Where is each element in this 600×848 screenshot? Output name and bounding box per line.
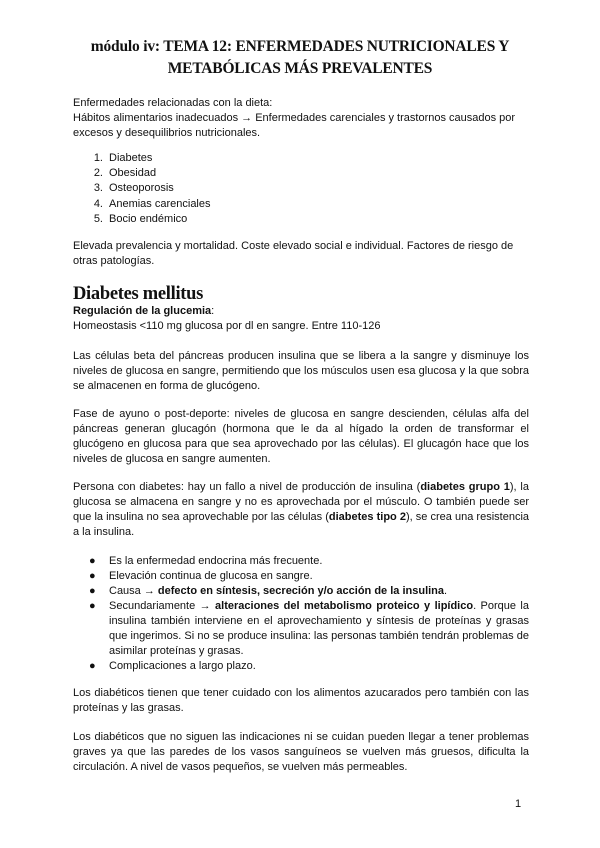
intro-line-1: Enfermedades relacionadas con la dieta: xyxy=(73,97,273,109)
text-run: ), la glucosa se almacena en sangre y no es aprovechada por el músculo. O también puede ser que la insulina no sea aprovechable por las células ( xyxy=(73,481,529,523)
section-heading: Diabetes mellitus xyxy=(73,284,204,304)
list-item xyxy=(73,599,529,659)
bold-run: diabetes tipo 2 xyxy=(328,511,406,523)
list-label: Obesidad xyxy=(109,167,157,180)
paragraph-consequences: Los diabéticos que no siguen las indicaciones ni se cuidan pueden llegar a tener problemas graves ya que las paredes de los vasos sanguíneos se vuelven más gruesos, dificulta la circulación. A nivel de vasos pequeños, se vuelven más permeables. xyxy=(73,731,529,773)
paragraph-beta-cells: Las células beta del páncreas producen insulina que se libera a la sangre y disminuye los niveles de glucosa en sangre, permitiendo que los músculos usen esa glucosa y la que sobra se almacenen en forma de glucógeno. xyxy=(73,350,529,392)
list-item xyxy=(73,151,529,166)
list-item xyxy=(73,181,529,196)
list-item xyxy=(73,166,529,181)
list-label: Anemias carenciales xyxy=(109,197,211,210)
bullet-text: Elevación continua de glucosa en sangre. xyxy=(109,570,313,582)
bullet-text: Secundariamente xyxy=(109,600,200,612)
intro-line-3: excesos y desequilibrios nutricionales. xyxy=(73,127,261,139)
bullet-bold: → defecto en síntesis, secreción y/o acción de la insulina xyxy=(143,585,445,597)
paragraph-fasting: Fase de ayuno o post-deporte: niveles de glucosa en sangre descienden, células alfa del páncreas generan glucagón (hormona que le da al hígado la orden de transformar el glucógeno en glucosa para que sea aprovechado por las células). El glucagón hace que los niveles de glucosa en sangre aumenten. xyxy=(73,408,529,465)
prevalence-line-2: otras patologías. xyxy=(73,255,155,267)
bold-run: diabetes grupo 1 xyxy=(420,481,510,493)
bullet-icon: ● xyxy=(89,600,96,612)
subheading xyxy=(73,304,529,319)
bullet-text: Causa xyxy=(109,585,144,597)
list-item xyxy=(73,554,529,569)
homeostasis-line: Homeostasis <110 mg glucosa por dl en sangre. Entre 110-126 xyxy=(73,320,381,332)
bullet-icon: ● xyxy=(89,555,96,567)
bullet-text: Es la enfermedad endocrina más frecuente. xyxy=(109,555,323,567)
bullet-icon: ● xyxy=(89,660,96,672)
prevalence-line-1: Elevada prevalencia y mortalidad. Coste elevado social e individual. Factores de riesgo de xyxy=(73,240,514,252)
list-label: Bocio endémico xyxy=(109,212,188,225)
text-run: Persona con diabetes: hay un fallo a nivel de producción de insulina ( xyxy=(73,481,421,493)
paragraph-diabetes xyxy=(73,480,529,540)
bullet-icon: ● xyxy=(89,585,96,597)
page-title-line-1: módulo iv: TEMA 12: ENFERMEDADES NUTRICIONALES Y xyxy=(90,38,510,55)
page-title-line-2: METABÓLICAS MÁS PREVALENTES xyxy=(167,60,433,77)
diseases-list xyxy=(73,151,529,227)
list-label: Osteoporosis xyxy=(109,182,174,195)
list-label: Diabetes xyxy=(109,152,153,164)
paragraph-sugary-foods: Los diabéticos tienen que tener cuidado con los alimentos azucarados pero también con las proteínas y las grasas. xyxy=(73,687,529,714)
subheading-bold: Regulación de la glucemia xyxy=(73,305,212,317)
text-run: ), se crea una resistencia a la insulina. xyxy=(73,511,529,538)
bullet-text: . xyxy=(444,585,448,597)
list-item xyxy=(73,569,529,584)
bullet-icon: ● xyxy=(89,570,96,582)
subheading-colon: : xyxy=(211,305,215,317)
list-number: 2. xyxy=(93,167,103,180)
page-number: 1 xyxy=(515,798,522,810)
list-number: 5. xyxy=(93,212,103,225)
bullet-bold: → alteraciones del metabolismo proteico y lipídico xyxy=(199,600,474,612)
diabetes-bullet-list xyxy=(73,554,529,674)
list-item xyxy=(73,212,529,227)
list-item xyxy=(73,584,529,599)
list-item xyxy=(73,659,529,674)
bullet-text: Complicaciones a largo plazo. xyxy=(109,660,256,672)
list-number: 1. xyxy=(93,152,103,164)
list-number: 4. xyxy=(93,197,103,210)
intro-line-2: Hábitos alimentarios inadecuados → Enfermedades carenciales y trastornos causados por xyxy=(73,112,516,124)
list-item xyxy=(73,197,529,212)
list-number: 3. xyxy=(93,182,103,195)
bullet-text: . Porque la insulina también interviene en el aprovechamiento y síntesis de proteínas y grasas que ingerimos. Si no se produce insulina: las personas también tendrán problemas de asimilar proteínas y grasas. xyxy=(109,600,529,657)
